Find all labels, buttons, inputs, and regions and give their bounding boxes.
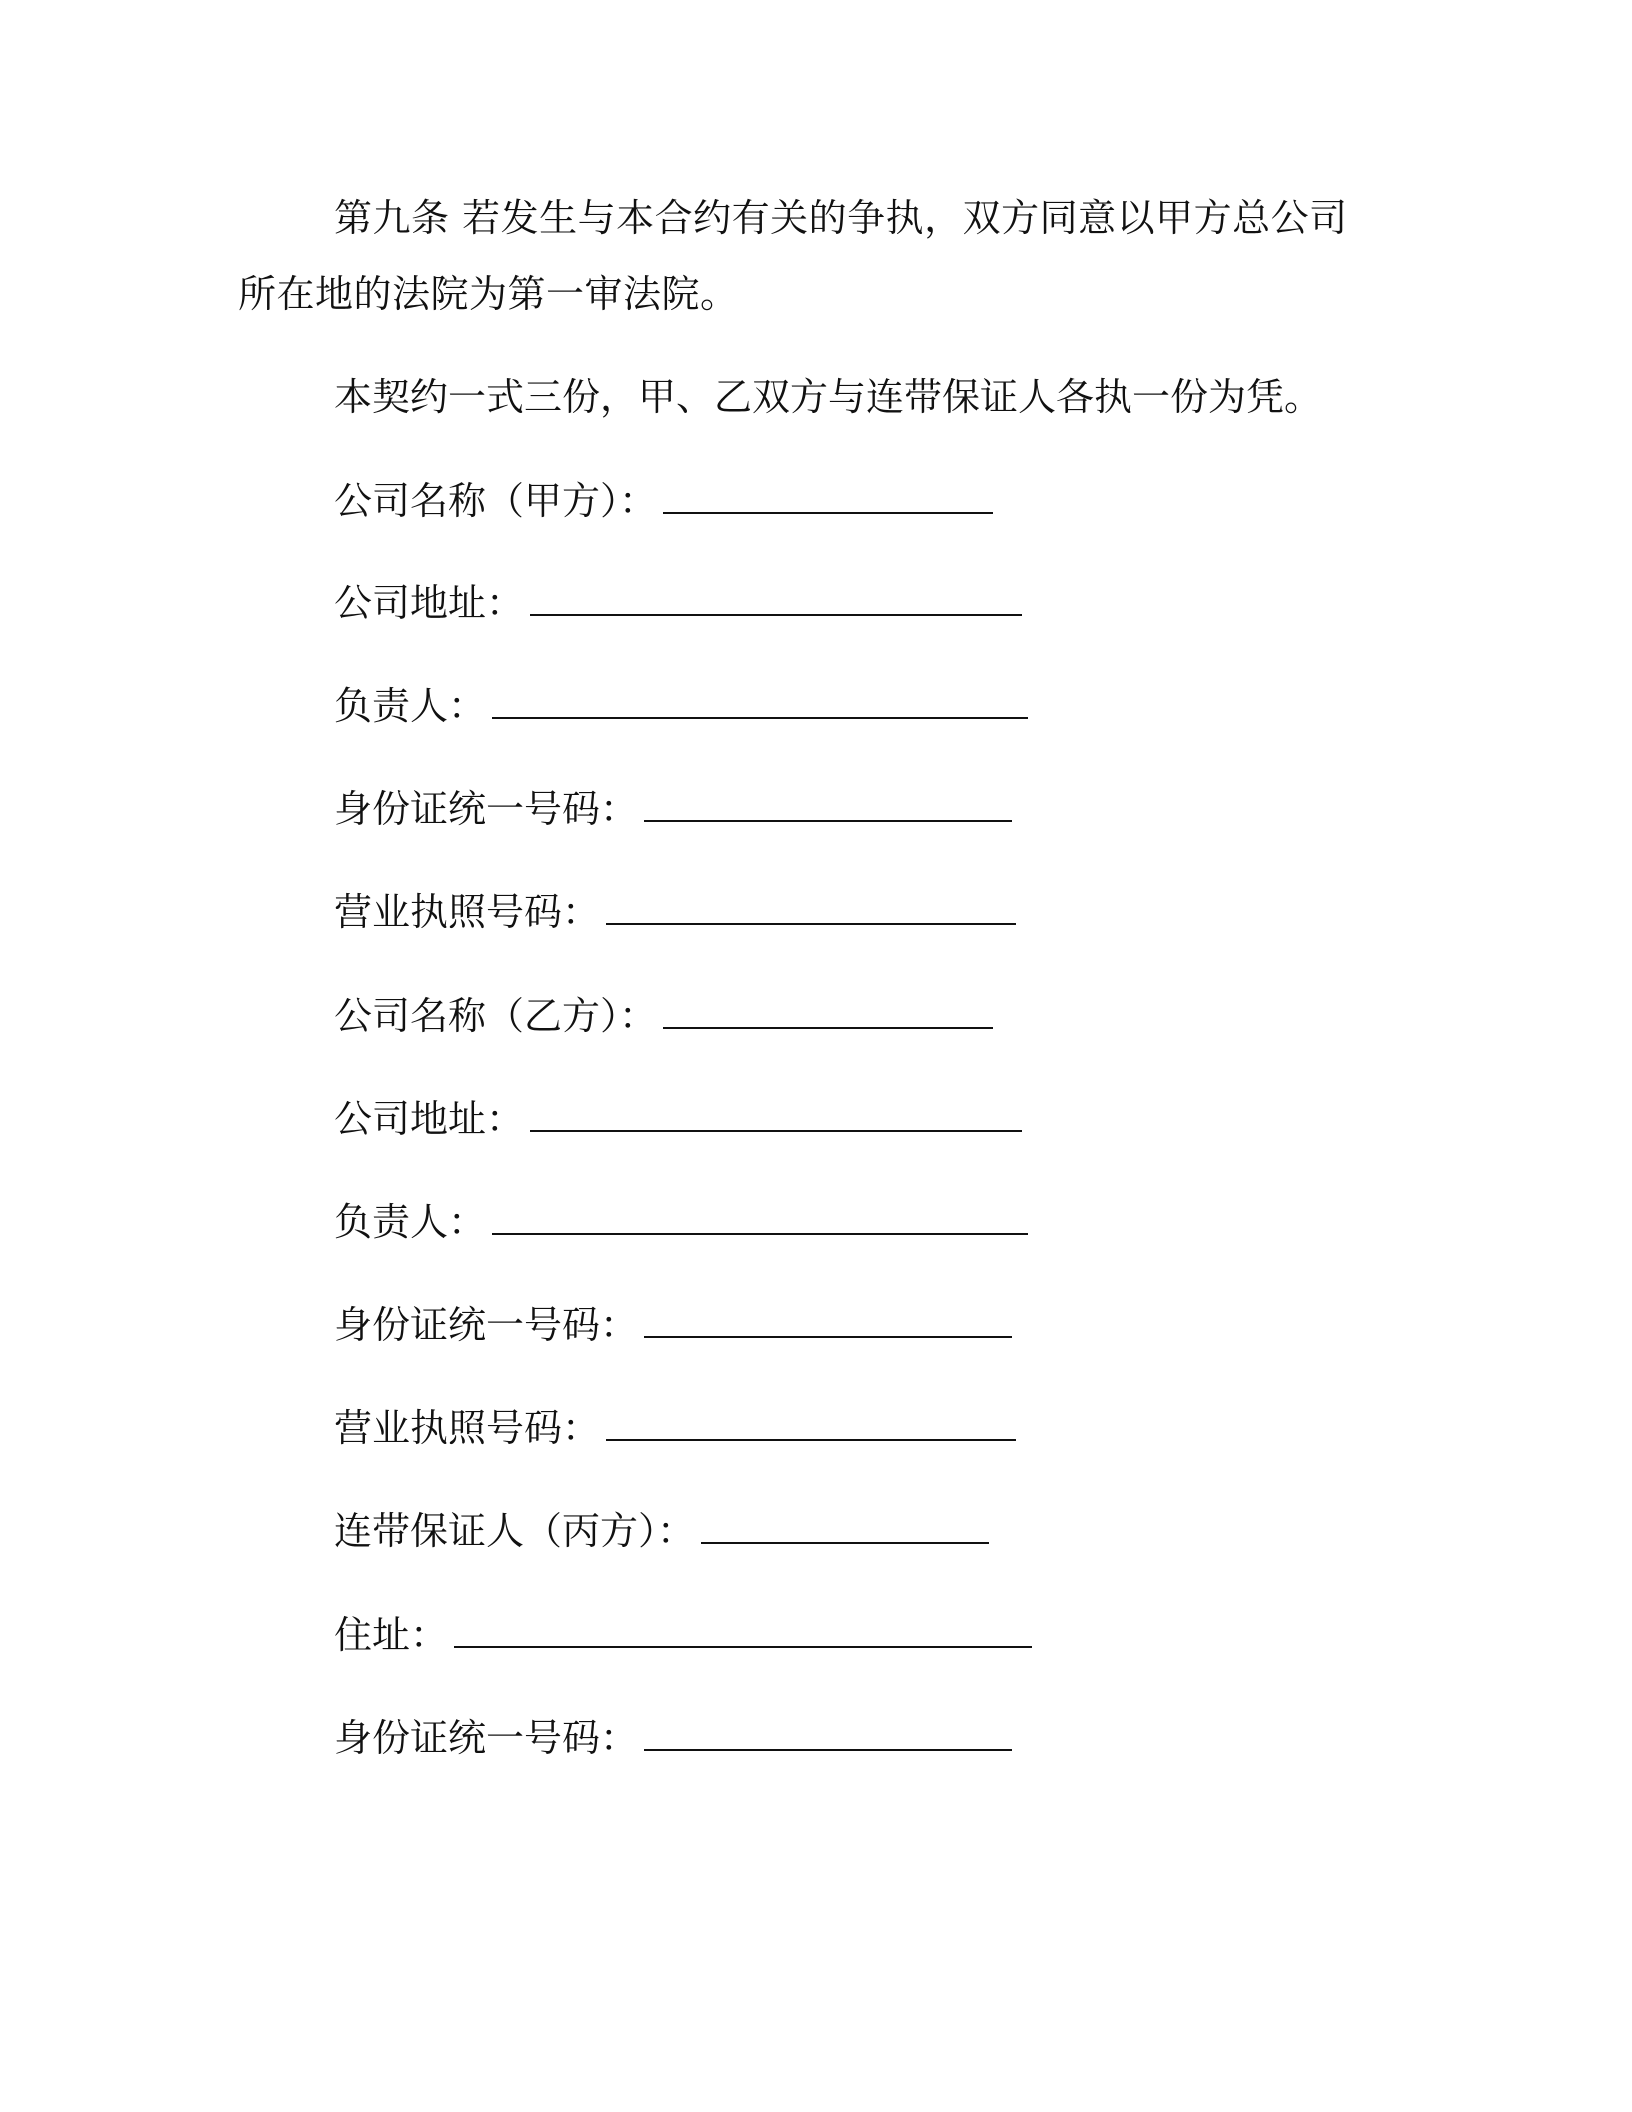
party-a-responsible-blank[interactable] bbox=[492, 687, 1028, 719]
party-b-address-field bbox=[334, 1094, 1022, 1144]
party-b-id-number-blank[interactable] bbox=[644, 1306, 1012, 1338]
party-b-responsible-label: 负责人： bbox=[334, 1200, 487, 1244]
article-9-text: 第九条 若发生与本合约有关的争执，双方同意以甲方总公司所在地的法院为第一审法院。 bbox=[238, 196, 1348, 316]
party-a-id-number-field bbox=[334, 784, 1012, 834]
party-a-license-label: 营业执照号码： bbox=[334, 890, 601, 934]
party-b-company-name-field bbox=[334, 991, 993, 1041]
copies-note: 本契约一式三份，甲、乙双方与连带保证人各执一份为凭。 bbox=[334, 375, 1323, 419]
party-b-address-label: 公司地址： bbox=[334, 1097, 525, 1141]
article-9-paragraph bbox=[238, 180, 1358, 332]
guarantor-id-number-field bbox=[334, 1713, 1012, 1763]
party-a-address-field bbox=[334, 578, 1022, 628]
party-a-license-field bbox=[334, 887, 1016, 937]
party-b-company-name-label: 公司名称（乙方）： bbox=[334, 994, 658, 1038]
party-a-responsible-label: 负责人： bbox=[334, 684, 487, 728]
guarantor-name-field bbox=[334, 1506, 989, 1556]
party-a-address-label: 公司地址： bbox=[334, 581, 525, 625]
party-a-company-name-label: 公司名称（甲方）： bbox=[334, 479, 658, 523]
party-b-id-number-field bbox=[334, 1300, 1012, 1350]
party-a-id-number-label: 身份证统一号码： bbox=[334, 787, 639, 831]
party-a-company-name-blank[interactable] bbox=[663, 482, 993, 514]
party-b-responsible-blank[interactable] bbox=[492, 1203, 1028, 1235]
party-a-company-name-field bbox=[334, 476, 993, 526]
guarantor-address-blank[interactable] bbox=[454, 1616, 1032, 1648]
guarantor-id-number-label: 身份证统一号码： bbox=[334, 1716, 639, 1760]
party-a-address-blank[interactable] bbox=[530, 584, 1022, 616]
party-b-license-label: 营业执照号码： bbox=[334, 1406, 601, 1450]
party-b-license-blank[interactable] bbox=[606, 1409, 1016, 1441]
party-b-address-blank[interactable] bbox=[530, 1100, 1022, 1132]
guarantor-id-number-blank[interactable] bbox=[644, 1719, 1012, 1751]
guarantor-address-label: 住址： bbox=[334, 1613, 449, 1657]
guarantor-name-label: 连带保证人（丙方）： bbox=[334, 1509, 696, 1553]
guarantor-name-blank[interactable] bbox=[701, 1512, 989, 1544]
party-a-responsible-field bbox=[334, 681, 1028, 731]
party-b-id-number-label: 身份证统一号码： bbox=[334, 1303, 639, 1347]
party-b-license-field bbox=[334, 1403, 1016, 1453]
party-a-license-blank[interactable] bbox=[606, 893, 1016, 925]
party-b-company-name-blank[interactable] bbox=[663, 997, 993, 1029]
party-a-id-number-blank[interactable] bbox=[644, 790, 1012, 822]
party-b-responsible-field bbox=[334, 1197, 1028, 1247]
guarantor-address-field bbox=[334, 1610, 1032, 1660]
